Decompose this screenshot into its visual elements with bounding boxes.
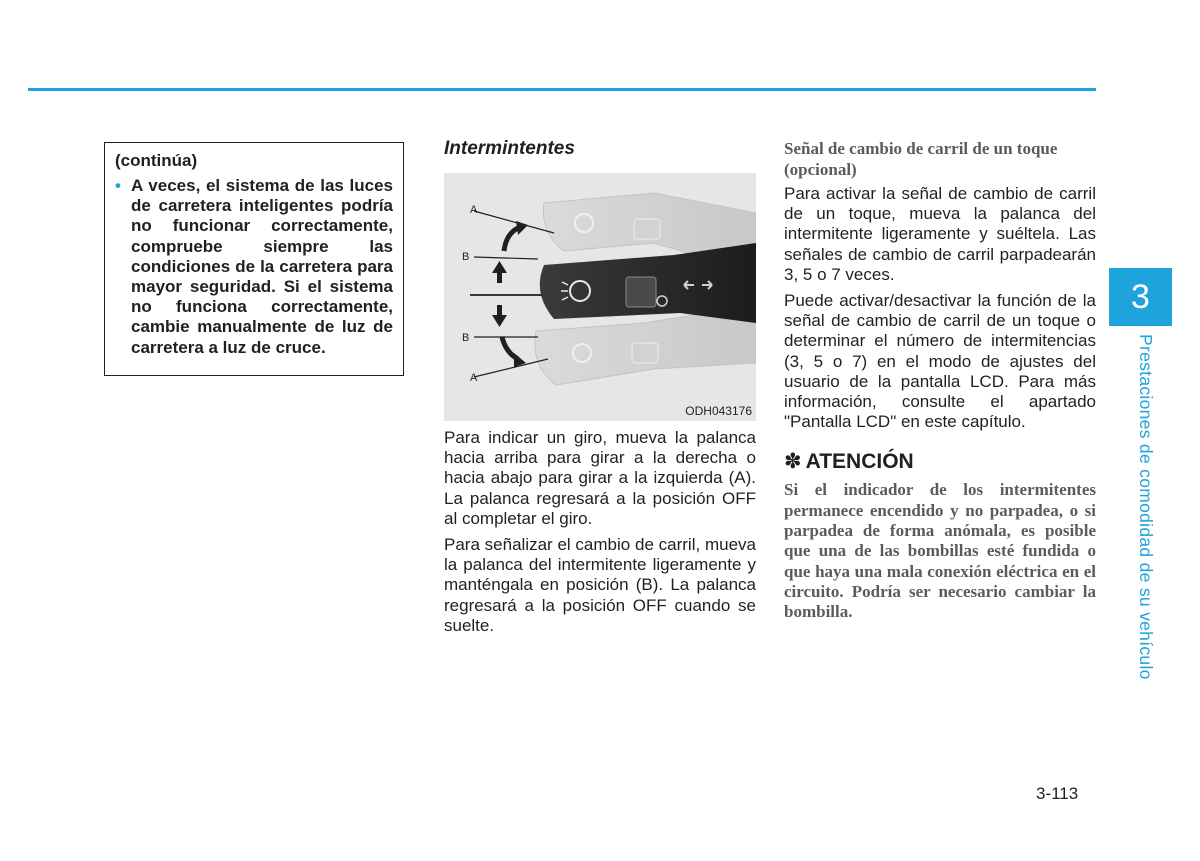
caution-text: Si el indicador de los intermitentes permanece encendido y no parpadea, o si parpadea de forma anómala, es posible que una de las bombillas esté fundida o que haya una mala conexión eléctrica en el circuito. Podría ser necesario cambiar la bombilla.	[784, 480, 1096, 622]
paragraph: Para señalizar el cambio de carril, mueva la palanca del intermitente ligeramente y manténgala en posición (B). La palanca regresará a la posición OFF cuando se suelte.	[444, 535, 756, 635]
turn-signal-figure	[444, 173, 756, 421]
label-b-top: B	[462, 251, 470, 263]
page-number: 3-113	[1036, 784, 1079, 803]
intermitentes-section	[444, 137, 756, 636]
section-title: Intermintentes	[444, 138, 575, 159]
paragraph: Puede activar/desactivar la función de la señal de cambio de carril de un toque o determinar el número de intermitencias (3, 5 o 7) en el modo de ajustes del usuario de la pantalla LCD. Para más información, consulte el apartado "Pantalla LCD" en este capítulo.	[784, 291, 1096, 432]
caution-heading	[784, 450, 1096, 474]
figure-code: ODH043176	[685, 404, 752, 418]
chapter-title: Prestaciones de comodidad de su vehículo	[1136, 334, 1156, 680]
paragraph: Para indicar un giro, mueva la palanca hacia arriba para girar a la derecha o hacia abajo para girar a la izquierda (A). La palanca regresará a la posición OFF al completar el giro.	[444, 428, 756, 528]
paragraph: Para activar la señal de cambio de carril de un toque, mueva la palanca del intermitente ligeramente y suéltela. Las señales de cambio de carril parpadearán 3, 5 o 7 veces.	[784, 184, 1096, 284]
chapter-tab[interactable]: 3	[1109, 268, 1172, 326]
caution-title: ATENCIÓN	[805, 450, 914, 474]
note-text: A veces, el sistema de las luces de carretera inteligentes podría no funcionar correctamente, compruebe siempre las condiciones de la carretera para mayor seguridad. Si el sistema no funciona correctamente, cambie manualmente de luz de carretera a luz de cruce.	[131, 176, 393, 357]
label-a-top: A	[470, 204, 478, 216]
label-b-bottom: B	[462, 332, 470, 344]
lever-main	[540, 243, 756, 323]
note-item	[115, 176, 393, 358]
turn-signal-lever-illustration	[444, 173, 756, 421]
label-a-bottom: A	[470, 372, 478, 384]
bullet-icon: •	[115, 176, 121, 195]
header-rule	[28, 88, 1096, 91]
note-box	[104, 142, 404, 376]
subsection-title: Señal de cambio de carril de un toque (opcional)	[784, 139, 1058, 179]
note-heading: (continúa)	[115, 151, 198, 170]
caution-star-icon: ✽	[784, 450, 802, 474]
lane-change-section	[784, 139, 1096, 623]
